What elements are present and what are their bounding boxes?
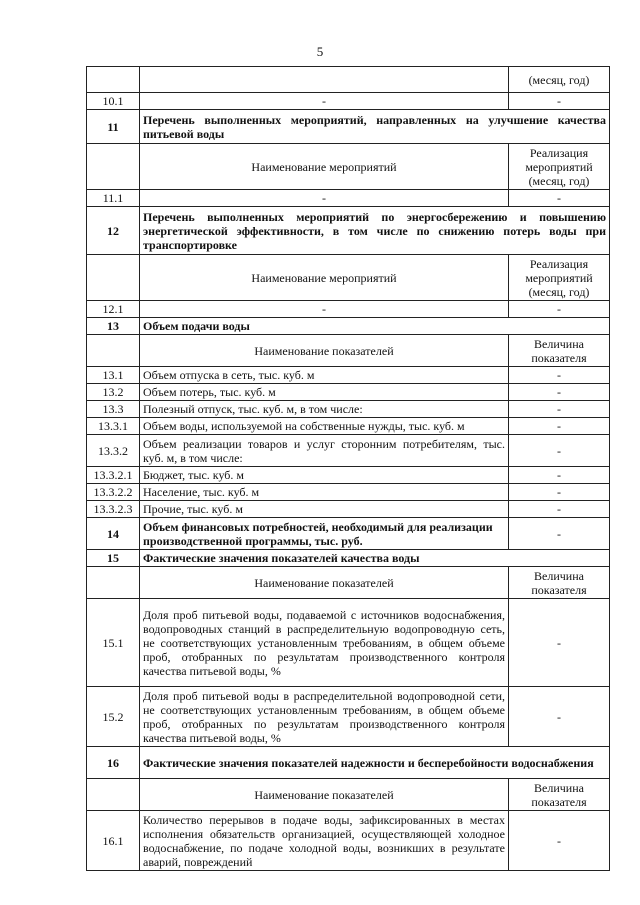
row-value: - <box>509 301 610 318</box>
row-number: 13.3 <box>87 401 140 418</box>
table-row <box>87 384 610 401</box>
row-text: Объем отпуска в сеть, тыс. куб. м <box>140 367 509 384</box>
row-value: - <box>509 501 610 518</box>
section-row <box>87 550 610 567</box>
section-title: Перечень выполненных мероприятий, направленных на улучшение качества питьевой воды <box>140 110 610 144</box>
section-title: Объем финансовых потребностей, необходимый для реализации производственной программы, тыс. руб. <box>140 518 509 550</box>
row-text: Бюджет, тыс. куб. м <box>140 467 509 484</box>
section-title: Фактические значения показателей качества воды <box>140 550 610 567</box>
row-number: 10.1 <box>87 93 140 110</box>
section-row <box>87 318 610 335</box>
section-number: 12 <box>87 207 140 255</box>
column-header-name: Наименование мероприятий <box>140 144 509 190</box>
row-value: - <box>509 484 610 501</box>
row-text: - <box>140 93 509 110</box>
row-number: 16.1 <box>87 811 140 871</box>
column-header-name: Наименование показателей <box>140 567 509 599</box>
column-header-value: Реализация мероприятий (месяц, год) <box>509 144 610 190</box>
table-header-row <box>87 779 610 811</box>
row-value: - <box>509 467 610 484</box>
row-number <box>87 67 140 93</box>
table-row <box>87 467 610 484</box>
table-row <box>87 190 610 207</box>
row-number: 13.3.2.1 <box>87 467 140 484</box>
row-number: 13.1 <box>87 367 140 384</box>
row-text: Количество перерывов в подаче воды, зафиксированных в местах исполнения обязательств организацией, осуществляющей холодное водоснабжение, по подаче холодной воды, возникших в результате аварий, повреждений <box>140 811 509 871</box>
column-header-value: Величина показателя <box>509 335 610 367</box>
row-text: Доля проб питьевой воды, подаваемой с источников водоснабжения, водопроводных станций в распределительную водопроводную сеть, не соответствующих установленным требованиям, в общем объеме проб, отобранных по результатам производственного контроля качества питьевой воды, % <box>140 599 509 687</box>
section-number: 11 <box>87 110 140 144</box>
table-row <box>87 93 610 110</box>
section-row <box>87 747 610 779</box>
table-row <box>87 435 610 467</box>
row-value: (месяц, год) <box>509 67 610 93</box>
production-program-table <box>86 66 610 871</box>
row-value: - <box>509 384 610 401</box>
row-value: - <box>509 518 610 550</box>
section-title: Фактические значения показателей надежности и бесперебойности водоснабжения <box>140 747 610 779</box>
row-value: - <box>509 435 610 467</box>
table-row <box>87 484 610 501</box>
column-header-value: Величина показателя <box>509 567 610 599</box>
row-text: Объем реализации товаров и услуг сторонним потребителям, тыс. куб. м, в том числе: <box>140 435 509 467</box>
section-title: Объем подачи воды <box>140 318 610 335</box>
row-text: Полезный отпуск, тыс. куб. м, в том числе: <box>140 401 509 418</box>
table-row <box>87 401 610 418</box>
row-number: 13.3.1 <box>87 418 140 435</box>
section-number: 13 <box>87 318 140 335</box>
table-row <box>87 418 610 435</box>
row-value: - <box>509 811 610 871</box>
column-header-name: Наименование показателей <box>140 779 509 811</box>
table-header-row <box>87 255 610 301</box>
row-value: - <box>509 367 610 384</box>
column-header-value: Величина показателя <box>509 779 610 811</box>
row-number: 15.1 <box>87 599 140 687</box>
table-header-row <box>87 144 610 190</box>
section-row <box>87 110 610 144</box>
section-number: 14 <box>87 518 140 550</box>
row-text: Население, тыс. куб. м <box>140 484 509 501</box>
row-value: - <box>509 401 610 418</box>
row-number: 13.3.2 <box>87 435 140 467</box>
section-row <box>87 518 610 550</box>
row-number: 11.1 <box>87 190 140 207</box>
table-row <box>87 67 610 93</box>
page-number: 5 <box>316 44 324 59</box>
table-row <box>87 599 610 687</box>
row-text: - <box>140 190 509 207</box>
section-number: 16 <box>87 747 140 779</box>
column-header-name: Наименование показателей <box>140 335 509 367</box>
row-text: Объем потерь, тыс. куб. м <box>140 384 509 401</box>
row-value: - <box>509 418 610 435</box>
table-row <box>87 687 610 747</box>
row-value: - <box>509 190 610 207</box>
table-header-row <box>87 567 610 599</box>
row-value: - <box>509 687 610 747</box>
section-title: Перечень выполненных мероприятий по энергосбережению и повышению энергетической эффективности, в том числе по снижению потерь воды при транспортировке <box>140 207 610 255</box>
row-number: 13.3.2.2 <box>87 484 140 501</box>
row-number: 13.3.2.3 <box>87 501 140 518</box>
row-number: 15.2 <box>87 687 140 747</box>
table-row <box>87 501 610 518</box>
section-number: 15 <box>87 550 140 567</box>
row-value: - <box>509 93 610 110</box>
row-text: Доля проб питьевой воды в распределительной водопроводной сети, не соответствующих установленным требованиям, в общем объеме проб, отобранных по результатам производственного контроля качества питьевой воды, % <box>140 687 509 747</box>
row-value: - <box>509 599 610 687</box>
table-row <box>87 811 610 871</box>
table-row <box>87 367 610 384</box>
table-row <box>87 301 610 318</box>
column-header-name: Наименование мероприятий <box>140 255 509 301</box>
table-header-row <box>87 335 610 367</box>
row-text: - <box>140 301 509 318</box>
row-number: 13.2 <box>87 384 140 401</box>
row-number: 12.1 <box>87 301 140 318</box>
section-row <box>87 207 610 255</box>
row-text: Объем воды, используемой на собственные нужды, тыс. куб. м <box>140 418 509 435</box>
column-header-value: Реализация мероприятий (месяц, год) <box>509 255 610 301</box>
row-text: Прочие, тыс. куб. м <box>140 501 509 518</box>
row-text <box>140 67 509 93</box>
